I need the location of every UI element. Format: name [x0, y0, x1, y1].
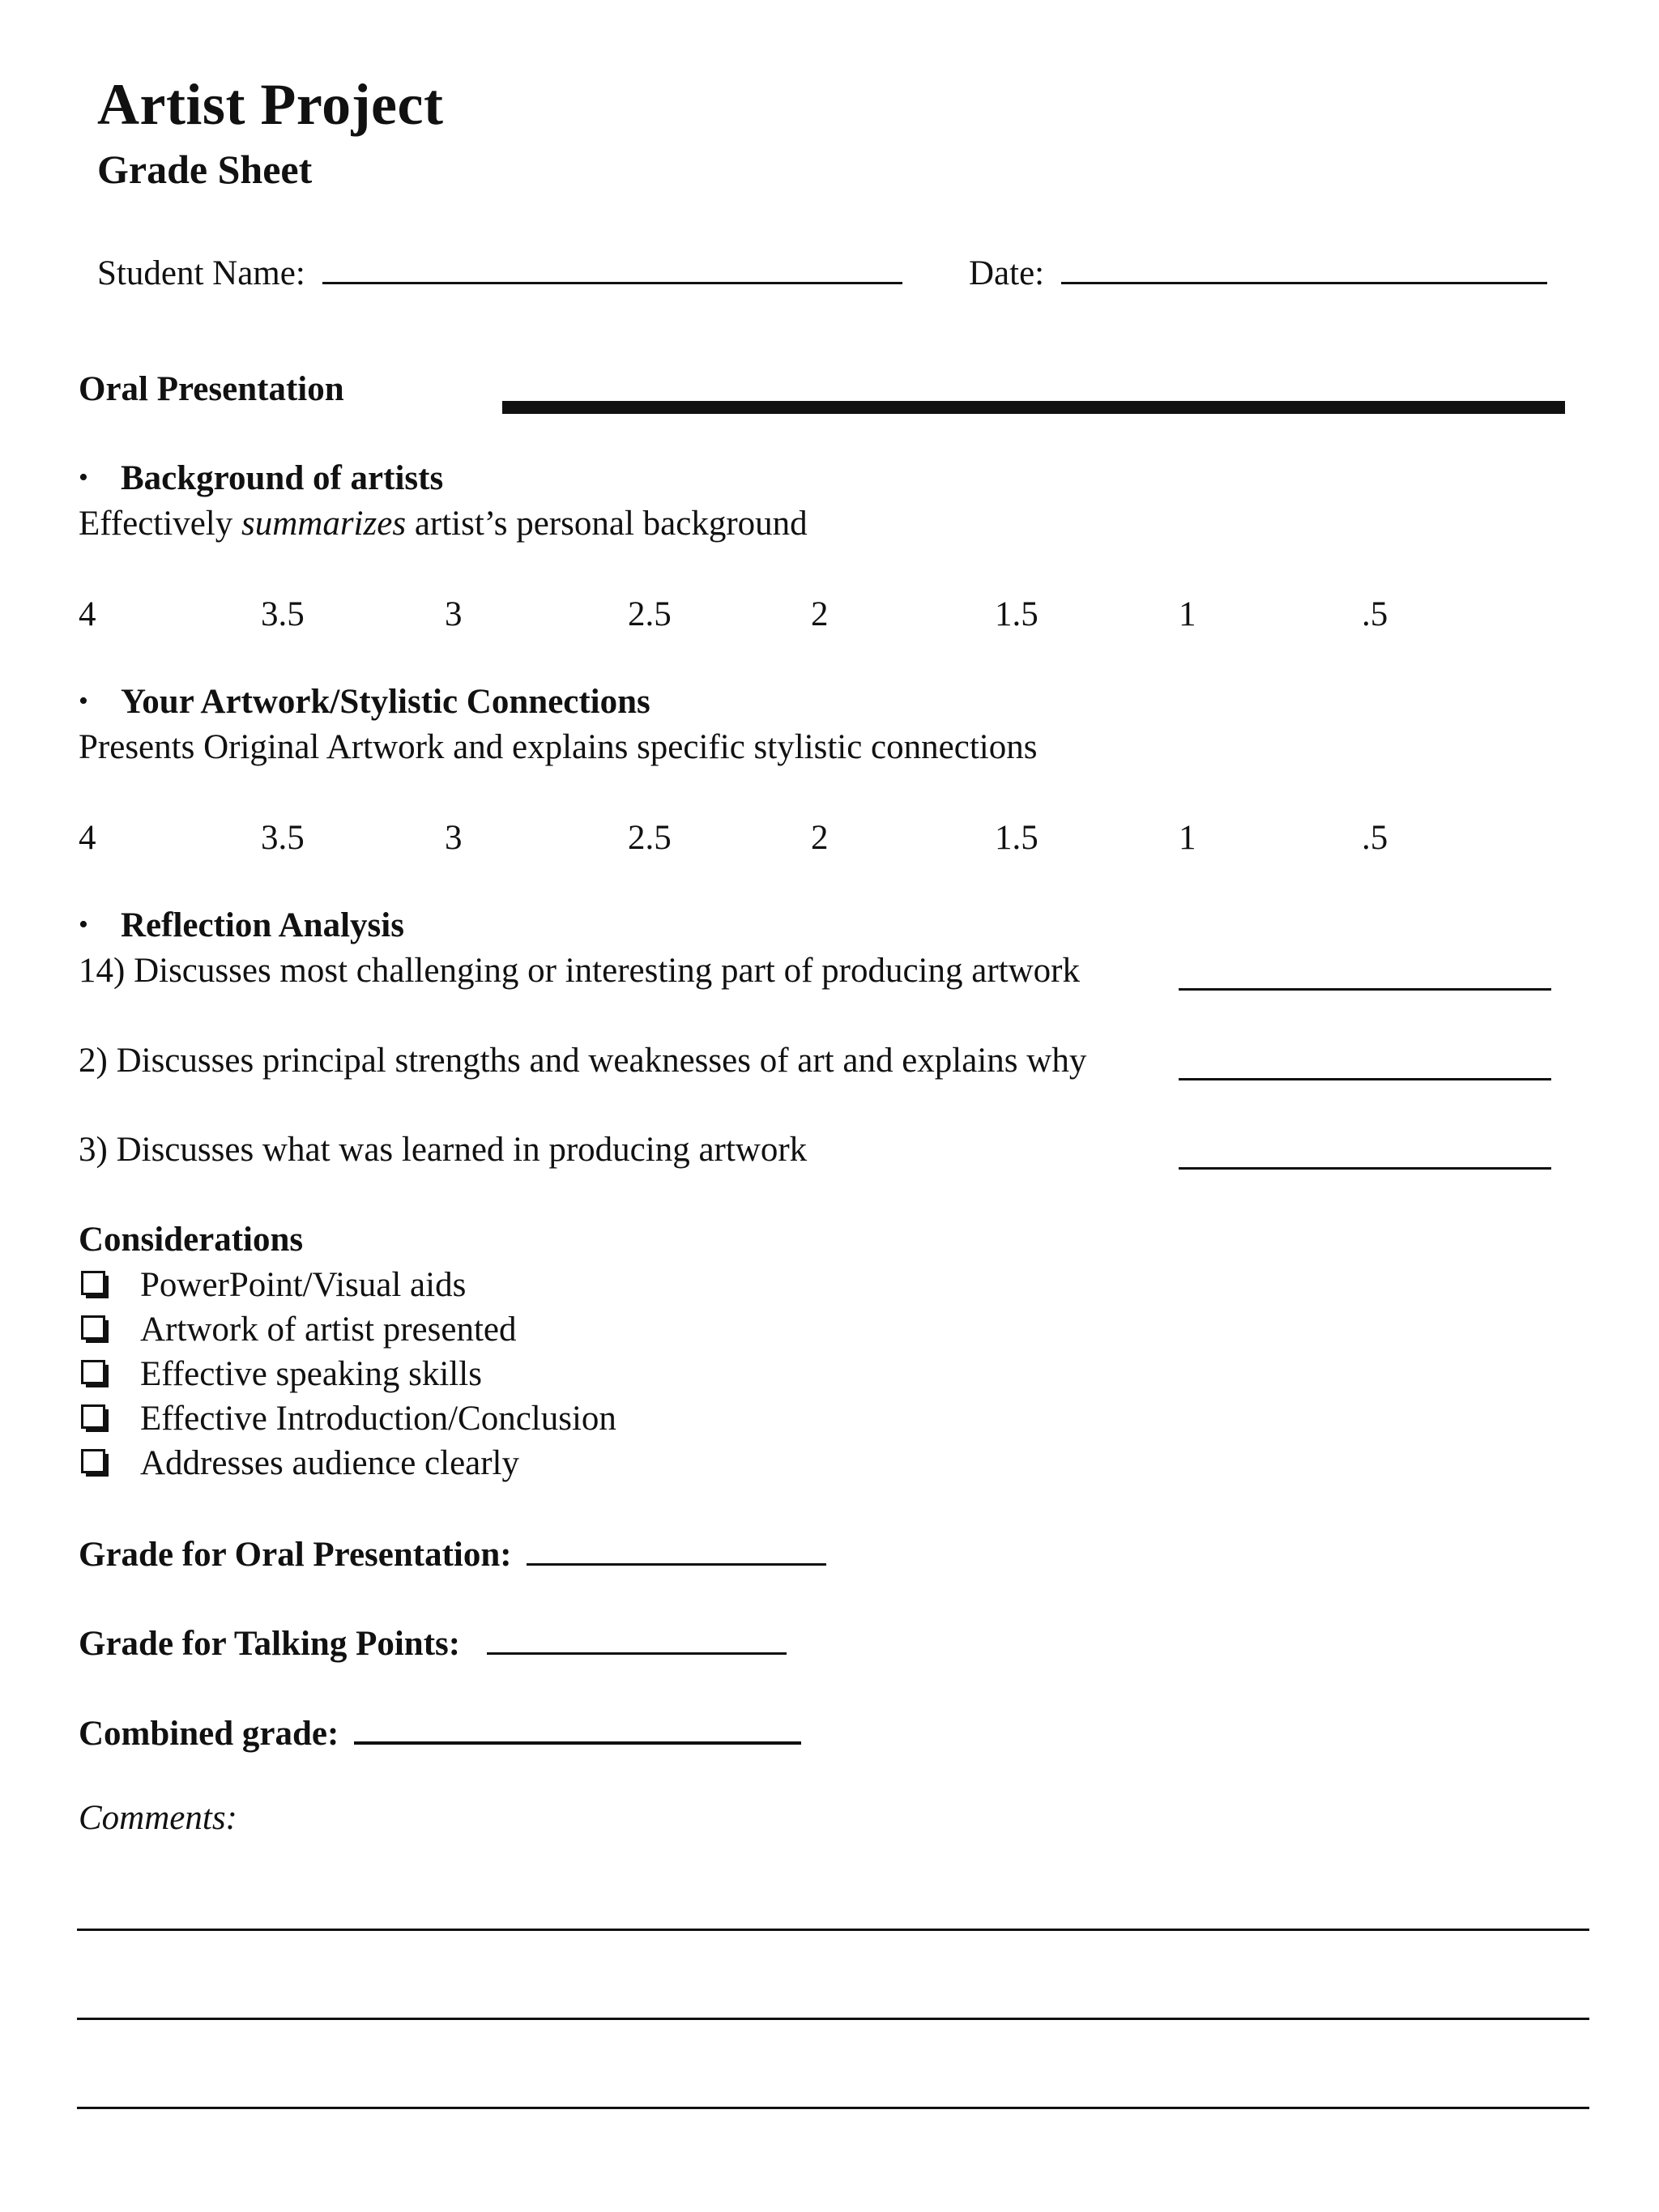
talking-points-grade-row: [79, 1620, 787, 1664]
reflection-item-3: 3) Discusses what was learned in producing artwork: [79, 1131, 808, 1169]
oral-grade-field[interactable]: [527, 1531, 826, 1566]
score-option[interactable]: 1: [1179, 595, 1196, 633]
student-name-row: [97, 249, 902, 293]
oral-grade-label: Grade for Oral Presentation:: [79, 1536, 512, 1574]
criterion-1-title: Background of artists: [121, 459, 444, 497]
comment-line[interactable]: [77, 2018, 1589, 2020]
consideration-item: PowerPoint/Visual aids: [140, 1266, 467, 1304]
criterion-1-description: Effectively summarizes artist’s personal background: [79, 505, 808, 543]
consideration-item: Effective Introduction/Conclusion: [140, 1400, 616, 1438]
oral-presentation-heading: Oral Presentation: [79, 370, 344, 408]
oral-grade-row: [79, 1531, 826, 1575]
talking-points-grade-label: Grade for Talking Points:: [79, 1625, 461, 1663]
score-option[interactable]: 2.5: [628, 595, 672, 633]
score-option[interactable]: 3.5: [261, 819, 305, 857]
score-option[interactable]: .5: [1362, 819, 1388, 857]
checkbox-icon[interactable]: [81, 1315, 105, 1340]
date-field[interactable]: [1061, 249, 1547, 284]
bullet-icon: •: [79, 910, 88, 940]
checkbox-icon[interactable]: [81, 1360, 105, 1384]
criterion-2-title-row: [79, 682, 650, 722]
page-title: Artist Project: [97, 72, 444, 137]
date-row: [969, 249, 1547, 293]
score-option[interactable]: 4: [79, 819, 96, 857]
reflection-item-2: 2) Discusses principal strengths and weaknesses of art and explains why: [79, 1042, 1087, 1080]
score-option[interactable]: 2: [811, 595, 829, 633]
student-name-field[interactable]: [322, 249, 902, 284]
considerations-list: [79, 1265, 808, 1492]
checkbox-icon[interactable]: [81, 1404, 105, 1429]
reflection-score-field-2[interactable]: [1179, 1046, 1551, 1080]
consideration-item: Addresses audience clearly: [140, 1444, 520, 1482]
score-option[interactable]: 1: [1179, 819, 1196, 857]
score-option[interactable]: 1.5: [995, 595, 1038, 633]
combined-grade-row: [79, 1709, 801, 1754]
comment-line[interactable]: [77, 2107, 1589, 2109]
criterion-1-title-row: [79, 458, 443, 498]
reflection-score-field-1[interactable]: [1179, 956, 1551, 991]
bullet-icon: •: [79, 686, 88, 716]
comment-line[interactable]: [77, 1929, 1589, 1931]
criterion-1-scale: [0, 595, 1659, 635]
checkbox-icon[interactable]: [81, 1271, 105, 1295]
combined-grade-field[interactable]: [354, 1709, 801, 1745]
talking-points-grade-field[interactable]: [487, 1620, 787, 1655]
criterion-2-scale: [0, 818, 1659, 859]
combined-grade-label: Combined grade:: [79, 1715, 339, 1753]
score-option[interactable]: 3: [445, 595, 463, 633]
section-divider: [502, 401, 1565, 414]
score-option[interactable]: 4: [79, 595, 96, 633]
score-option[interactable]: 2: [811, 819, 829, 857]
student-name-label: Student Name:: [97, 254, 305, 292]
score-option[interactable]: 3.5: [261, 595, 305, 633]
consideration-item: Artwork of artist presented: [140, 1311, 517, 1349]
reflection-title: Reflection Analysis: [121, 906, 404, 944]
page-subtitle: Grade Sheet: [97, 147, 313, 192]
score-option[interactable]: 3: [445, 819, 463, 857]
bullet-icon: •: [79, 462, 88, 492]
consideration-item: Effective speaking skills: [140, 1355, 482, 1393]
criterion-2-title: Your Artwork/Stylistic Connections: [121, 683, 650, 721]
score-option[interactable]: 1.5: [995, 819, 1038, 857]
score-option[interactable]: .5: [1362, 595, 1388, 633]
considerations-heading: Considerations: [79, 1221, 304, 1259]
criterion-2-description: Presents Original Artwork and explains specific stylistic connections: [79, 728, 1038, 766]
reflection-score-field-3[interactable]: [1179, 1135, 1551, 1170]
reflection-title-row: [79, 906, 404, 945]
checkbox-icon[interactable]: [81, 1449, 105, 1473]
reflection-item-1: 14) Discusses most challenging or interesting part of producing artwork: [79, 952, 1080, 990]
comments-label: Comments:: [79, 1799, 237, 1837]
score-option[interactable]: 2.5: [628, 819, 672, 857]
date-label: Date:: [969, 254, 1045, 292]
